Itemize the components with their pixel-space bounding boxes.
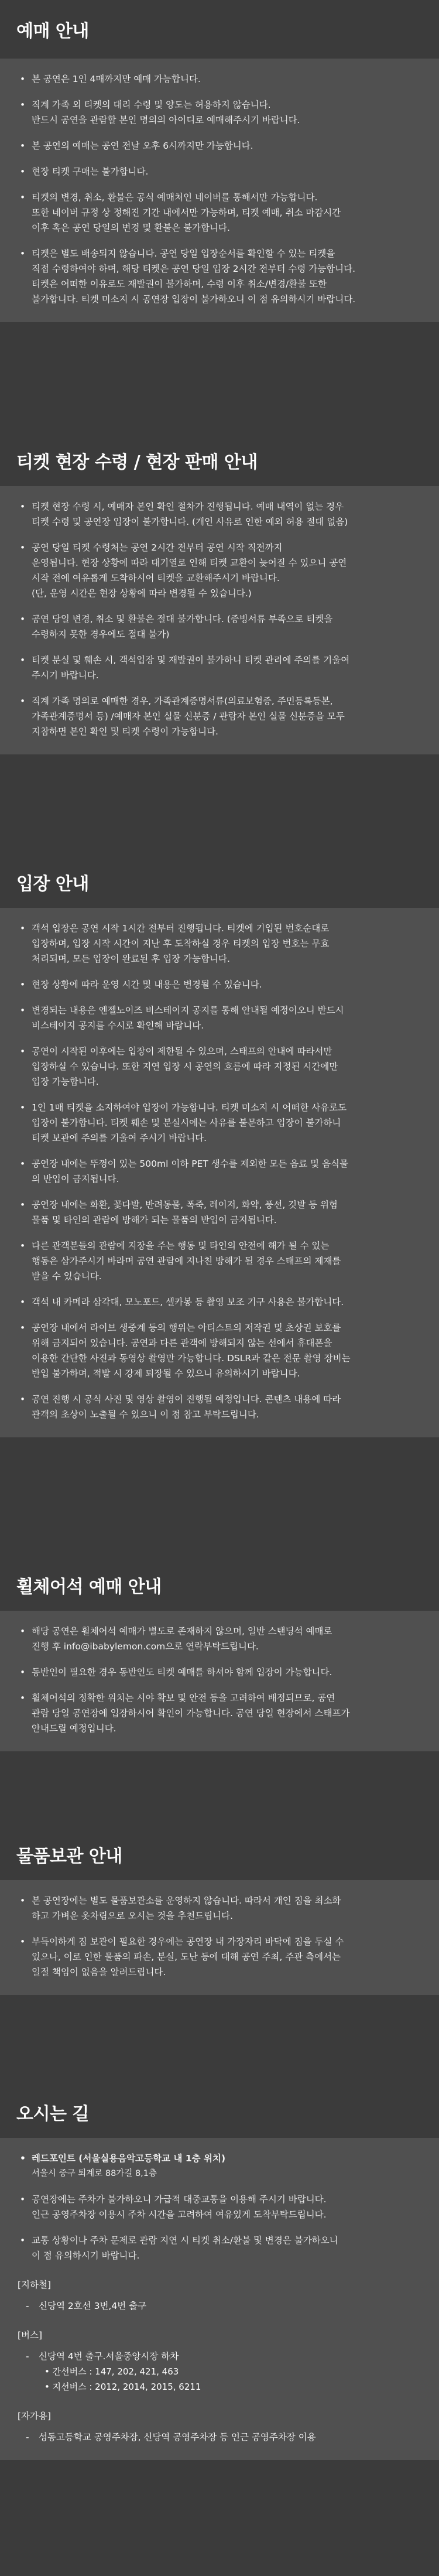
item-line: 일절 책임이 없음을 알려드립니다. — [32, 1967, 166, 1977]
car-route-text: 성동고등학교 공영주차장, 신당역 공영주차장 등 인근 공영주차장 이용 — [39, 2432, 316, 2442]
storage-box — [0, 1880, 439, 1995]
directions-item — [18, 2233, 421, 2263]
item-line: 물품 및 타인의 관람에 방해가 되는 물품의 반입이 금지됩니다. — [32, 1215, 277, 1225]
ticket-pickup-box — [0, 486, 439, 754]
item-line: 지참하면 본인 확인 및 티켓 수령이 가능합니다. — [32, 726, 218, 737]
item-line: 처리되며, 모든 입장이 완료된 후 입장 가능합니다. — [32, 954, 230, 964]
reservation-item — [18, 164, 421, 179]
item-line: • 현장 티켓 구매는 불가합니다. — [32, 166, 149, 177]
bus-trunk-text: 간선버스 : 147, 202, 421, 463 — [52, 2366, 179, 2377]
storage-item — [18, 1893, 421, 1924]
reservation-item — [18, 190, 421, 235]
entry-title: 입장 안내 — [16, 874, 89, 894]
item-line: • 객석 입장은 공연 시작 1시간 전부터 진행됩니다. 티켓에 기입된 번호순대로 — [32, 923, 330, 934]
wheelchair-item — [18, 1690, 421, 1736]
entry-item — [18, 1238, 421, 1284]
item-line: • 해당 공연은 휠체어석 예매가 별도로 존재하지 않으며, 일반 스탠딩석 예매로 — [32, 1626, 332, 1637]
item-line: • 교통 상황이나 주차 문제로 관람 지연 시 티켓 취소/환불 및 변경은 불가하오니 — [32, 2235, 338, 2246]
item-line: • 티켓의 변경, 취소, 환불은 공식 예매처인 네이버를 통해서만 가능합니다. — [32, 192, 318, 203]
venue-list — [18, 2151, 421, 2181]
item-line: • 공연장 내에는 화환, 꽃다발, 반려동물, 폭죽, 레이저, 화약, 풍선, 깃발 등 위험 — [32, 1200, 338, 1210]
item-line: 이후 혹은 공연 당일의 변경 및 환불은 불가합니다. — [32, 223, 230, 233]
item-line: 입장 가능합니다. — [32, 1077, 99, 1087]
ticket-pickup-item — [18, 611, 421, 642]
item-line: 수령하지 못한 경우에도 절대 불가) — [32, 629, 170, 640]
venue-address: 서울시 중구 퇴계로 88가길 8,1층 — [32, 2169, 157, 2178]
directions-header — [0, 2062, 439, 2138]
reservation-box — [0, 59, 439, 322]
reservation-header — [0, 0, 439, 59]
car-label: [자가용] — [18, 2411, 52, 2421]
storage-list — [18, 1893, 421, 1980]
item-line: 시작 전에 여유롭게 도착하시어 티켓을 교환해주시기 바랍니다. — [32, 573, 280, 583]
storage-section — [0, 1804, 439, 1995]
item-line: • 티켓 현장 수령 시, 예매자 본인 확인 절차가 진행됩니다. 예매 내역이 없는 경우 — [32, 501, 344, 512]
item-line: 입장하실 수 있습니다. 또한 지연 입장 시 공연의 흐름에 따라 지정된 시간에만 — [32, 1061, 338, 1072]
ticket-pickup-item — [18, 693, 421, 739]
subway-label: [지하철] — [18, 2280, 52, 2290]
wheelchair-title: 휠체어석 예매 안내 — [16, 1577, 162, 1597]
storage-header — [0, 1804, 439, 1880]
item-line: • 공연장 내에서 라이브 생중계 등의 행위는 아티스트의 저작권 및 초상권 보호를 — [32, 1323, 341, 1333]
ticket-pickup-section — [0, 410, 439, 754]
entry-header — [0, 832, 439, 908]
bus-branch: • 지선버스 : 2012, 2014, 2015, 6211 — [44, 2382, 201, 2392]
item-line: 티켓 보관에 주의를 기울여 주시기 바랍니다. — [32, 1133, 207, 1143]
item-line: 직접 수령하여야 하며, 해당 티켓은 공연 당일 입장 2시간 전부터 수령 가능합니다. — [32, 264, 356, 274]
bus-branch-text: 지선버스 : 2012, 2014, 2015, 6211 — [52, 2382, 201, 2392]
item-line: • 공연이 시작된 이후에는 입장이 제한될 수 있으며, 스태프의 안내에 따라서만 — [32, 1046, 332, 1057]
entry-section — [0, 832, 439, 1437]
entry-item — [18, 1100, 421, 1146]
subway-route-text: 신당역 2호선 3번,4번 출구 — [39, 2301, 147, 2311]
directions-item — [18, 2192, 421, 2222]
entry-item — [18, 1003, 421, 1033]
item-line: • 부득이하게 짐 보관이 필요한 경우에는 공연장 내 가장자리 바닥에 짐을 두실 수 — [32, 1936, 344, 1947]
venue-name: • 레드포인트 (서울실용음악고등학교 내 1층 위치) — [32, 2153, 226, 2164]
directions-title: 오시는 길 — [16, 2104, 89, 2124]
wheelchair-item — [18, 1665, 421, 1680]
item-line: 비스테이지 공지를 수시로 확인해 바랍니다. — [32, 1020, 204, 1031]
ticket-pickup-title: 티켓 현장 수령 / 현장 판매 안내 — [16, 452, 258, 473]
item-line: • 티켓은 별도 배송되지 않습니다. 공연 당일 입장순서를 확인할 수 있는 티켓을 — [32, 248, 335, 259]
subway-route: - 신당역 2호선 3번,4번 출구 — [26, 2301, 147, 2311]
entry-item — [18, 921, 421, 966]
entry-item — [18, 1392, 421, 1422]
reservation-item — [18, 71, 421, 87]
item-line: • 휠체어석의 정확한 위치는 시야 확보 및 안전 등을 고려하여 배정되므로, 공연 — [32, 1693, 335, 1703]
item-line: • 티켓 분실 및 훼손 시, 객석입장 및 재발권이 불가하니 티켓 관리에 주의를 기울여 — [32, 655, 350, 665]
item-line: • 객석 내 카메라 삼각대, 모노포드, 셀카봉 등 촬영 보조 기구 사용은 불가합니다. — [32, 1297, 344, 1307]
item-line: 입장하며, 입장 시작 시간이 지난 후 도착하실 경우 티켓의 입장 번호는 무효 — [32, 938, 330, 949]
entry-item — [18, 1156, 421, 1187]
item-line: 티켓 수령 및 공연장 입장이 불가합니다. (개인 사유로 인한 예외 허용 절대 없음) — [32, 517, 348, 527]
item-line: 위해 금지되어 있습니다. 공연과 다른 관객에 방해되지 않는 선에서 휴대폰을 — [32, 1338, 332, 1348]
item-line: • 1인 1매 티켓을 소지하여야 입장이 가능합니다. 티켓 미소지 시 어떠한 사유로도 — [32, 1102, 347, 1113]
ticket-pickup-item — [18, 499, 421, 529]
reservation-list — [18, 71, 421, 307]
item-line: • 본 공연은 1인 4매까지만 예매 가능합니다. — [32, 74, 201, 84]
item-line: • 공연장 내에는 뚜껑이 있는 500ml 이하 PET 생수를 제외한 모든 음료 및 음식물 — [32, 1159, 348, 1169]
ticket-pickup-list — [18, 499, 421, 739]
directions-section — [0, 2062, 439, 2460]
ticket-pickup-header — [0, 410, 439, 486]
item-line: • 본 공연의 예매는 공연 전날 오후 6시까지만 가능합니다. — [32, 141, 253, 151]
entry-item — [18, 1294, 421, 1310]
car-route: - 성동고등학교 공영주차장, 신당역 공영주차장 등 인근 공영주차장 이용 — [26, 2432, 316, 2442]
item-line: 의 반입이 금지됩니다. — [32, 1174, 119, 1184]
item-line: • 공연 당일 변경, 취소 및 환불은 절대 불가합니다. (증빙서류 부족으로 티켓을 — [32, 614, 333, 624]
item-line: • 변경되는 내용은 엔젤노이즈 비스테이지 공지를 통해 안내될 예정이오니 반드시 — [32, 1005, 344, 1016]
reservation-title: 예매 안내 — [16, 21, 89, 42]
item-line: 관람 당일 공연장에 입장하시어 확인이 가능합니다. 공연 당일 현장에서 스태프가 — [32, 1708, 350, 1719]
entry-box — [0, 908, 439, 1437]
item-line: 받을 수 있습니다. — [32, 1271, 102, 1282]
directions-list — [18, 2192, 421, 2263]
wheelchair-item — [18, 1624, 421, 1654]
storage-title: 물품보관 안내 — [16, 1846, 122, 1867]
item-line: 안내드릴 예정입니다. — [32, 1723, 116, 1734]
item-line: 또한 네이버 규정 상 정해진 기간 내에서만 가능하며, 티켓 예매, 취소 마감시간 — [32, 207, 341, 218]
item-line: 반입 불가하며, 적발 시 강제 퇴장될 수 있으니 유의하시기 바랍니다. — [32, 1368, 300, 1379]
item-line: • 공연 당일 티켓 수령처는 공연 2시간 전부터 공연 시작 직전까지 — [32, 542, 283, 553]
item-line: 티켓은 어떠한 이유로도 재발권이 불가하며, 수령 이후 취소/변경/환불 또한 — [32, 279, 327, 289]
item-line: • 직계 가족 외 티켓의 대리 수령 및 양도는 허용하지 않습니다. — [32, 100, 271, 110]
storage-item — [18, 1934, 421, 1980]
entry-item — [18, 977, 421, 992]
bus-label: [버스] — [18, 2330, 43, 2341]
ticket-pickup-item — [18, 540, 421, 601]
ticket-pickup-item — [18, 652, 421, 683]
directions-box — [0, 2138, 439, 2460]
item-line: • 공연장에는 주차가 불가하오니 가급적 대중교통을 이용해 주시기 바랍니다. — [32, 2194, 327, 2205]
item-line: 주시기 바랍니다. — [32, 670, 99, 681]
item-line: 반드시 공연을 관람할 본인 명의의 아이디로 예매해주시기 바랍니다. — [32, 115, 300, 125]
item-line: 관객의 초상이 노출될 수 있으니 이 점 참고 부탁드립니다. — [32, 1409, 259, 1420]
item-line: 이용한 간단한 사진과 동영상 촬영만 가능합니다. DSLR과 같은 전문 촬영 장비는 — [32, 1353, 351, 1364]
entry-list — [18, 921, 421, 1422]
reservation-item — [18, 246, 421, 307]
item-line: • 직계 가족 명의로 예매한 경우, 가족관계증명서류(의료보험증, 주민등록등본, — [32, 696, 333, 706]
item-line: 입장이 불가합니다. 티켓 훼손 및 분실시에는 사유를 불문하고 입장이 불가하니 — [32, 1118, 341, 1128]
item-line: 하고 가벼운 옷차림으로 오시는 것을 추천드립니다. — [32, 1911, 233, 1921]
entry-item — [18, 1320, 421, 1381]
entry-item — [18, 1197, 421, 1228]
item-line: 행동은 삼가주시기 바라며 공연 관람에 지나친 방해가 될 경우 스태프의 제재를 — [32, 1256, 341, 1266]
wheelchair-section — [0, 1535, 439, 1751]
item-line: 가족관계증명서 등) /예매자 본인 실물 신분증 / 관람자 본인 실물 신분증을 모두 — [32, 711, 345, 722]
bus-route-text: 신당역 4번 출구.서울중앙시장 하차 — [39, 2351, 179, 2362]
reservation-item — [18, 97, 421, 128]
entry-item — [18, 1044, 421, 1089]
reservation-item — [18, 138, 421, 153]
bus-route: - 신당역 4번 출구.서울중앙시장 하차 — [26, 2351, 179, 2362]
item-line: • 공연 진행 시 공식 사진 및 영상 촬영이 진행될 예정입니다. 콘텐츠 내용에 따라 — [32, 1394, 341, 1405]
wheelchair-box — [0, 1611, 439, 1751]
item-line: • 동반인이 필요한 경우 동반인도 티켓 예매를 하셔야 함께 입장이 가능합니다. — [32, 1667, 332, 1678]
item-line: 이 점 유의하시기 바랍니다. — [32, 2250, 140, 2261]
item-line: • 현장 상황에 따라 운영 시간 및 내용은 변경될 수 있습니다. — [32, 979, 262, 990]
item-line: (단, 운영 시간은 현장 상황에 따라 변경될 수 있습니다.) — [32, 588, 252, 599]
wheelchair-header — [0, 1535, 439, 1611]
wheelchair-list — [18, 1624, 421, 1736]
reservation-section — [0, 0, 439, 322]
item-line: • 본 공연장에는 별도 물품보관소를 운영하지 않습니다. 따라서 개인 짐을 최소화 — [32, 1895, 341, 1906]
item-line: 있으나, 이로 인한 물품의 파손, 분실, 도난 등에 대해 공연 주최, 주관 측에서는 — [32, 1952, 341, 1962]
item-line: 인근 공영주차장 이용시 주차 시간을 고려하여 여유있게 도착부탁드립니다. — [32, 2209, 327, 2220]
item-line: • 다른 관객분들의 관람에 지장을 주는 행동 및 타인의 안전에 해가 될 수 있는 — [32, 1241, 330, 1251]
item-line: 진행 후 info@ibabylemon.com으로 연락부탁드립니다. — [32, 1641, 259, 1652]
bus-trunk: • 간선버스 : 147, 202, 421, 463 — [44, 2366, 179, 2377]
venue-item — [18, 2151, 421, 2181]
item-line: 불가합니다. 티켓 미소지 시 공연장 입장이 불가하오니 이 점 유의하시기 바랍니다. — [32, 294, 356, 305]
item-line: 운영됩니다. 현장 상황에 따라 대기열로 인해 티켓 교환이 늦어질 수 있으니 공연 — [32, 558, 347, 568]
